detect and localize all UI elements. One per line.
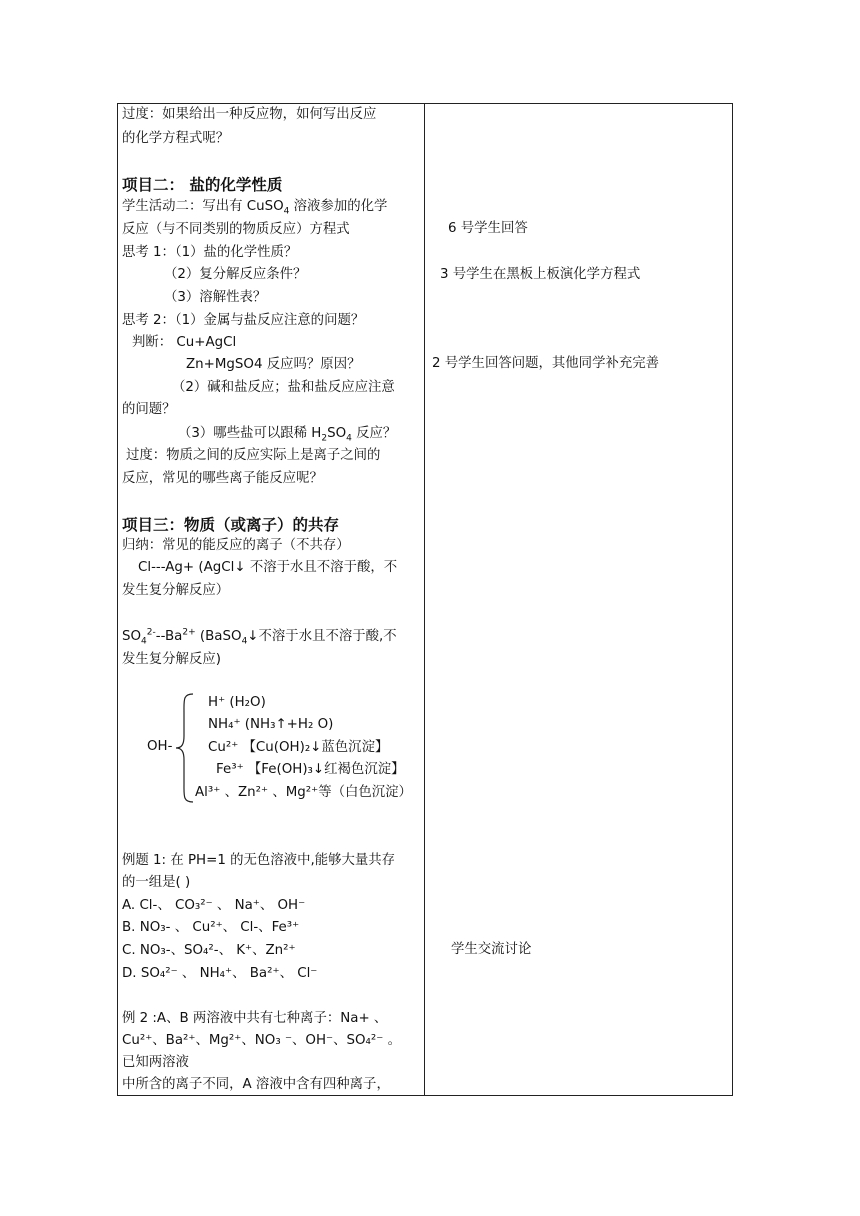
activity2-line-1: 学生活动二：写出有 CuSO$_4$ 溶液参加的化学	[122, 199, 388, 217]
so4-ba-line-1: $SO_4^{2-}--Ba^{2+}$ (BaSO$_4$↓不溶于水且不溶于酸,不	[122, 627, 397, 647]
think2: 思考 2：（1）金属与盐反应注意的问题？	[122, 313, 365, 328]
oh-item-4: Fe³⁺ 【Fe(OH)₃↓红褐色沉淀】	[216, 762, 405, 777]
oh-label: OH-	[147, 739, 173, 754]
example1-line-2: 的一组是( )	[122, 875, 191, 890]
judge-line-2: Zn+MgSO4 反应吗？原因？	[186, 357, 361, 372]
example2-line-3: 已知两溶液	[122, 1055, 189, 1070]
heading-project-2: 项目二： 盐的化学性质	[122, 176, 283, 194]
cl-ag-line-2: 发生复分解反应）	[122, 583, 230, 598]
judge-line: 判断： Cu+AgCl	[132, 335, 237, 350]
transition2-line-1: 过度：物质之间的反应实际上是离子之间的	[126, 448, 381, 463]
cl-ag-line-1: Cl---Ag+ (AgCl↓ 不溶于水且不溶于酸，不	[138, 560, 398, 575]
option-d: D. SO₄²⁻ 、 NH₄⁺、 Ba²⁺、 Cl⁻	[122, 966, 318, 981]
think2-item2-cont: 的问题？	[122, 402, 176, 417]
example1-line-1: 例题 1: 在 PH=1 的无色溶液中,能够大量共存	[122, 853, 396, 868]
example2-line-2: Cu²⁺、Ba²⁺、Mg²⁺、NO₃ ⁻、OH⁻、SO₄²⁻ 。	[122, 1033, 401, 1048]
think1-item3: （3）溶解性表？	[164, 290, 267, 305]
think1: 思考 1：（1）盐的化学性质？	[122, 245, 298, 260]
think1-item2: （2）复分解反应条件？	[164, 267, 307, 282]
option-a: A. Cl-、 CO₃²⁻ 、 Na⁺、 OH⁻	[122, 898, 306, 913]
activity2-line-2: 反应（与不同类别的物质反应）方程式	[122, 222, 350, 237]
right-note-2: 3 号学生在黑板上板演化学方程式	[440, 267, 641, 282]
transition-line-1: 过度：如果给出一种反应物，如何写出反应	[122, 107, 377, 122]
oh-item-5: Al³⁺ 、Zn²⁺ 、Mg²⁺等（白色沉淀）	[195, 785, 412, 800]
think2-item3: （3）哪些盐可以跟稀 $H_2SO_4$ 反应？	[178, 426, 397, 444]
brace-icon	[174, 692, 196, 804]
so4-ba-line-2: 发生复分解反应)	[122, 652, 221, 667]
transition2-line-2: 反应，常见的哪些离子能反应呢？	[122, 471, 323, 486]
summary-line: 归纳：常见的能反应的离子（不共存）	[122, 538, 350, 553]
right-note-3: 2 号学生回答问题，其他同学补充完善	[432, 356, 660, 371]
right-note-1: 6 号学生回答	[448, 221, 528, 236]
right-note-4: 学生交流讨论	[451, 942, 532, 957]
column-divider	[424, 103, 425, 1096]
oh-item-3: Cu²⁺ 【Cu(OH)₂↓蓝色沉淀】	[208, 740, 389, 755]
option-b: B. NO₃- 、 Cu²⁺、 Cl-、Fe³⁺	[122, 920, 300, 935]
example2-line-1: 例 2 :A、B 两溶液中共有七种离子：Na+ 、	[122, 1011, 388, 1026]
transition-line-2: 的化学方程式呢？	[122, 131, 230, 146]
option-c: C. NO₃-、SO₄²-、 K⁺、Zn²⁺	[122, 943, 296, 958]
oh-item-1: H⁺ (H₂O)	[208, 695, 266, 710]
heading-project-3: 项目三：物质（或离子）的共存	[122, 516, 340, 534]
example2-line-4: 中所含的离子不同，A 溶液中含有四种离子，	[122, 1077, 390, 1092]
oh-item-2: NH₄⁺ (NH₃↑+H₂ O)	[208, 717, 334, 732]
think2-item2: （2）碱和盐反应；盐和盐反应应注意	[172, 380, 395, 395]
